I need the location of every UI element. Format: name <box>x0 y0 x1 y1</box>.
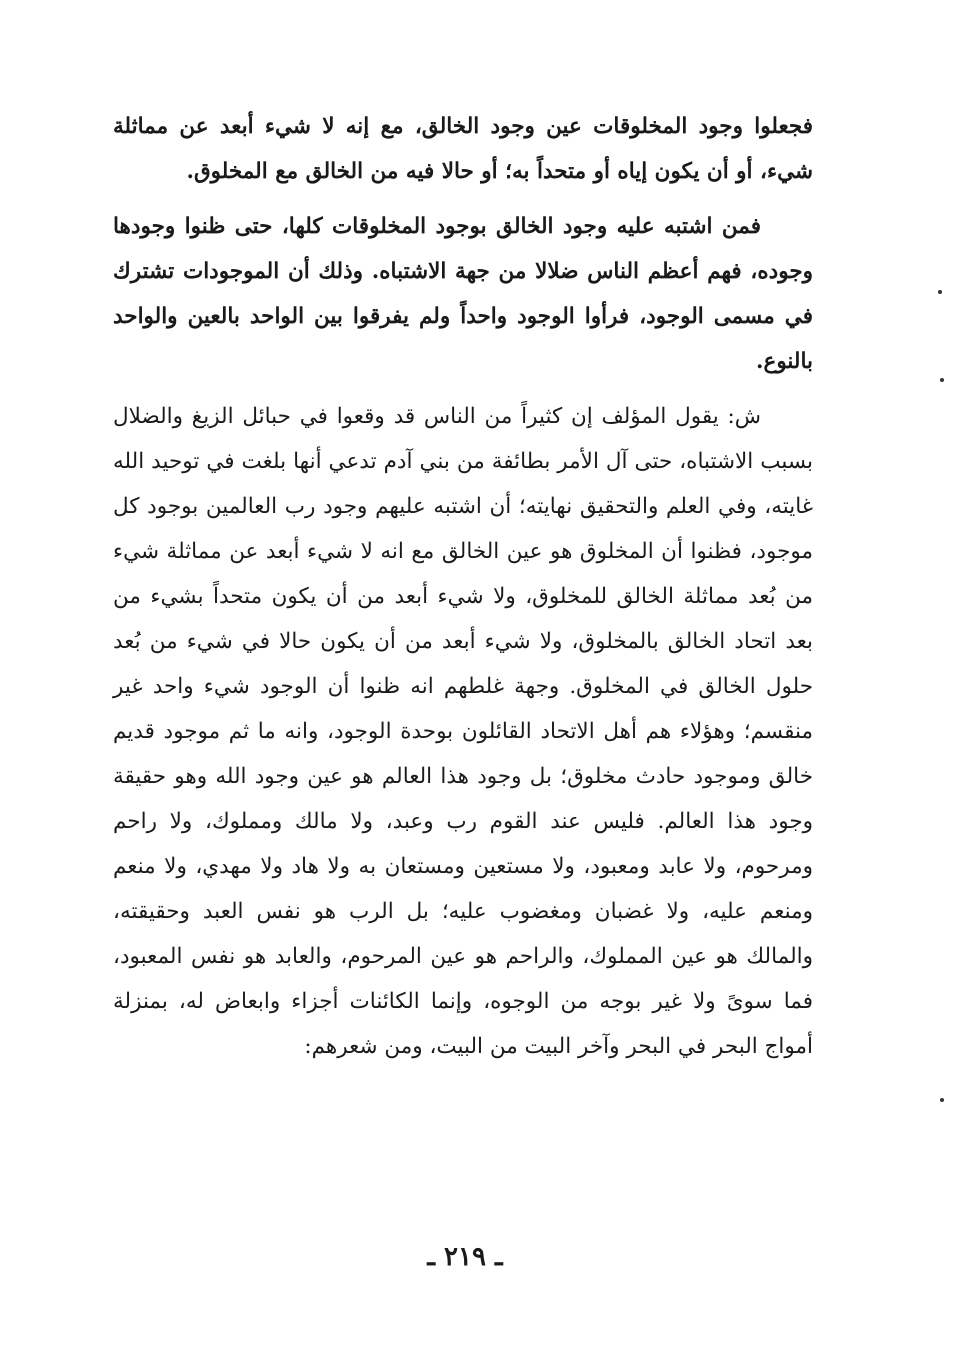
page-number: ـ ٢١٩ ـ <box>427 1242 503 1272</box>
margin-dot-mark <box>940 378 944 382</box>
margin-dot-mark <box>938 290 942 294</box>
margin-dot-mark <box>940 1098 944 1102</box>
paragraph-matn-2: فمن اشتبه عليه وجود الخالق بوجود المخلوقات كلها، حتى ظنوا وجودها وجوده، فهم أعظم الناس ضلالا من جهة الاشتباه. وذلك أن الموجودات تشترك في مسمى الوجود، فرأوا الوجود واحداً ولم يفرقوا بين الواحد بالعين والواحد بالنوع. <box>113 214 813 374</box>
paragraph-commentary: ش: يقول المؤلف إن كثيراً من الناس قد وقعوا في حبائل الزيغ والضلال بسبب الاشتباه، حتى آل الأمر بطائفة من بني آدم تدعي أنها بلغت في توحيد الله غايته، وفي العلم والتحقيق نهايته؛ أن اشتبه عليهم وجود رب العالمين بوجود كل موجود، فظنوا أن المخلوق هو عين الخالق مع انه لا شيء أبعد عن مماثلة شيء من بُعد مماثلة الخالق للمخلوق، ولا شيء أبعد من أن يكون متحداً بشيء من بعد اتحاد الخالق بالمخلوق، ولا شيء أبعد من أن يكون حالا في شيء من بُعد حلول الخالق في المخلوق. وجهة غلطهم انه ظنوا أن الوجود شيء واحد غير منقسم؛ وهؤلاء هم أهل الاتحاد القائلون بوحدة الوجود، وانه ما ثم موجود قديم خالق وموجود حادث مخلوق؛ بل وجود هذا العالم هو عين وجود الله وهو حقيقة وجود هذا العالم. فليس عند القوم رب وعبد، ولا مالك ومملوك، ولا راحم ومرحوم، ولا عابد ومعبود، ولا مستعين ومستعان به ولا هاد ولا مهدي، ولا منعم ومنعم عليه، ولا غضبان ومغضوب عليه؛ بل الرب هو نفس العبد وحقيقته، والمالك هو عين المملوك، والراحم هو عين المرحوم، والعابد هو نفس المعبود، فما سوىً ولا غير بوجه من الوجوه، وإنما الكائنات أجزاء وابعاض له، بمنزلة أمواج البحر في البحر وآخر البيت من البيت، ومن شعرهم: <box>113 404 813 1059</box>
page-body <box>113 104 813 1069</box>
paragraph-matn-1: فجعلوا وجود المخلوقات عين وجود الخالق، مع إنه لا شيء أبعد عن مماثلة شيء، أو أن يكون إياه أو متحداً به؛ أو حالا فيه من الخالق مع المخلوق. <box>113 114 813 184</box>
